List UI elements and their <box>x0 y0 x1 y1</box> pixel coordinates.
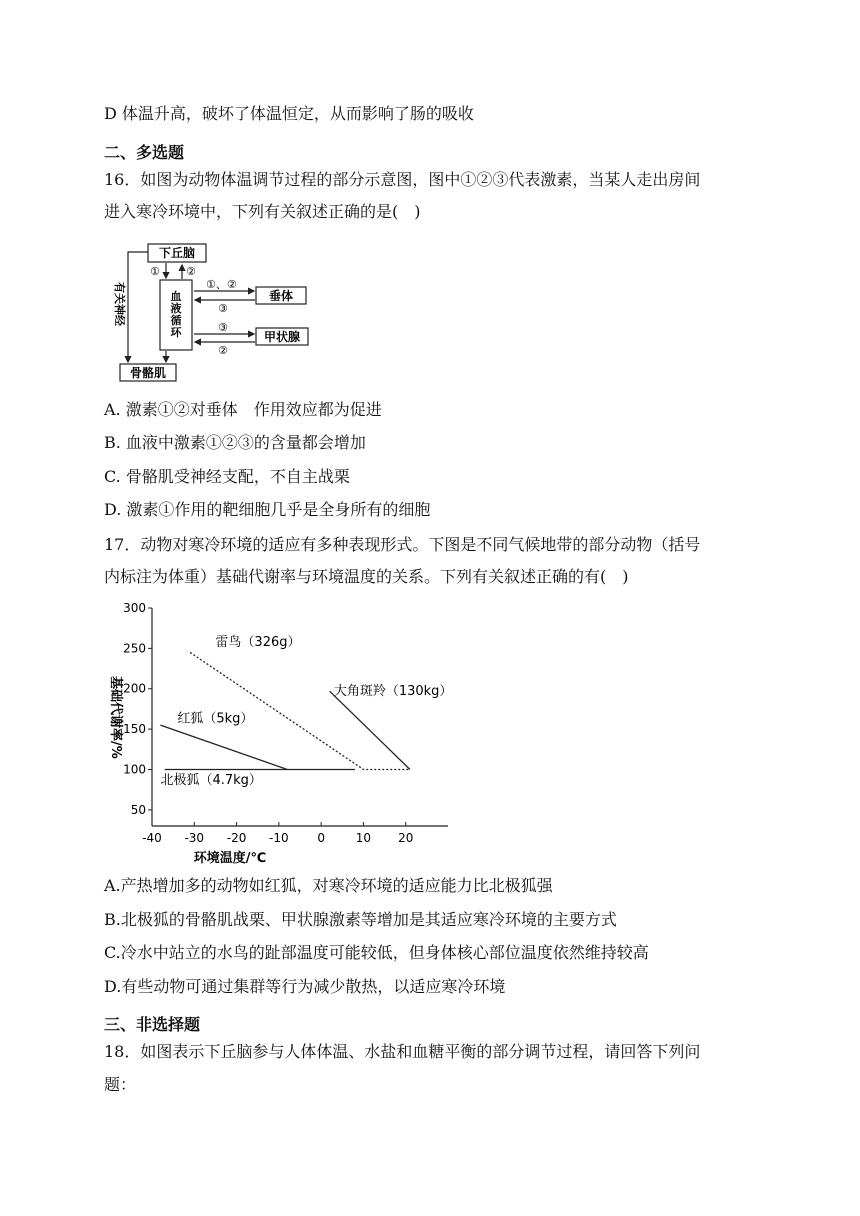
option-a-q17: A.产热增加多的动物如红狐，对寒冷环境的适应能力比北极狐强 <box>104 876 553 895</box>
question-16-line2: 进入寒冷环境中，下列有关叙述正确的是( ) <box>104 202 421 221</box>
option-d-q15: D 体温升高，破坏了体温恒定，从而影响了肠的吸收 <box>104 104 474 123</box>
x-tick-label: 0 <box>317 831 325 845</box>
x-axis-label: 环境温度/℃ <box>193 851 267 866</box>
question-18-line1: 18．如图表示下丘脑参与人体体温、水盐和血糖平衡的部分调节过程，请回答下列问 <box>104 1042 701 1061</box>
label-h1: ① <box>150 265 160 278</box>
y-tick-label: 250 <box>123 641 146 656</box>
skeletal-muscle-label: 骨骼肌 <box>129 366 167 380</box>
thyroid-label: 甲状腺 <box>263 330 301 344</box>
y-tick-label: 50 <box>130 802 146 817</box>
series-label-2: 红狐（5kg） <box>177 711 254 727</box>
option-d-q16: D. 激素①作用的靶细胞几乎是全身所有的细胞 <box>104 500 431 519</box>
label-h12: ①、② <box>206 278 237 291</box>
x-tick-label: -30 <box>184 831 205 845</box>
series-line-1 <box>330 691 410 769</box>
metabolic-rate-chart <box>100 600 460 866</box>
option-c-q16: C. 骨骼肌受神经支配，不自主战栗 <box>104 467 350 486</box>
x-tick-label: 20 <box>398 831 414 845</box>
y-tick-label: 150 <box>123 722 146 737</box>
series-label-3: 北极狐（4.7kg） <box>160 773 262 789</box>
option-a-q16: A. 激素①②对垂体 作用效应都为促进 <box>104 400 382 419</box>
series-label-0: 雷鸟（326g） <box>215 634 301 650</box>
question-16-line1: 16．如图为动物体温调节过程的部分示意图，图中①②③代表激素，当某人走出房间 <box>104 170 701 189</box>
label-h3a: ③ <box>218 302 228 315</box>
label-h3b: ③ <box>218 321 228 334</box>
y-tick-label: 200 <box>123 681 146 696</box>
x-tick-label: -10 <box>269 831 289 845</box>
y-axis-label: 基础代谢率/% <box>108 676 123 759</box>
x-tick-label: 10 <box>355 831 372 845</box>
nerve-label: 有关神经 <box>113 282 126 326</box>
question-18-line2: 题： <box>104 1075 137 1094</box>
thermoregulation-diagram <box>110 238 320 386</box>
y-tick-label: 300 <box>123 601 146 615</box>
option-b-q16: B. 血液中激素①②③的含量都会增加 <box>104 433 366 452</box>
label-h2b: ② <box>218 344 228 357</box>
x-tick-label: -20 <box>226 831 247 845</box>
series-line-2 <box>160 725 355 769</box>
option-c-q17: C.冷水中站立的水鸟的趾部温度可能较低，但身体核心部位温度依然维持较高 <box>104 943 649 962</box>
option-d-q17: D.有些动物可通过集群等行为减少散热，以适应寒冷环境 <box>104 977 506 996</box>
question-17-line2: 内标注为体重）基础代谢率与环境温度的关系。下列有关叙述正确的有( ) <box>104 567 629 586</box>
question-17-line1: 17．动物对寒冷环境的适应有多种表现形式。下图是不同气候地带的部分动物（括号 <box>104 535 701 554</box>
section-heading-multi: 二、多选题 <box>104 143 185 162</box>
option-b-q17: B.北极狐的骨骼肌战栗、甲状腺激素等增加是其适应寒冷环境的主要方式 <box>104 910 617 929</box>
series-label-1: 大角斑羚（130kg） <box>333 684 453 700</box>
nerve-path <box>128 252 148 362</box>
section-heading-nonchoice: 三、非选择题 <box>104 1015 201 1034</box>
pituitary-label: 垂体 <box>268 289 294 303</box>
y-tick-label: 100 <box>123 762 146 777</box>
hypothalamus-label: 下丘脑 <box>158 246 196 260</box>
x-tick-label: -40 <box>142 831 162 845</box>
blood-circulation-label: 血液循环 <box>170 290 182 339</box>
label-h2: ② <box>186 265 196 278</box>
